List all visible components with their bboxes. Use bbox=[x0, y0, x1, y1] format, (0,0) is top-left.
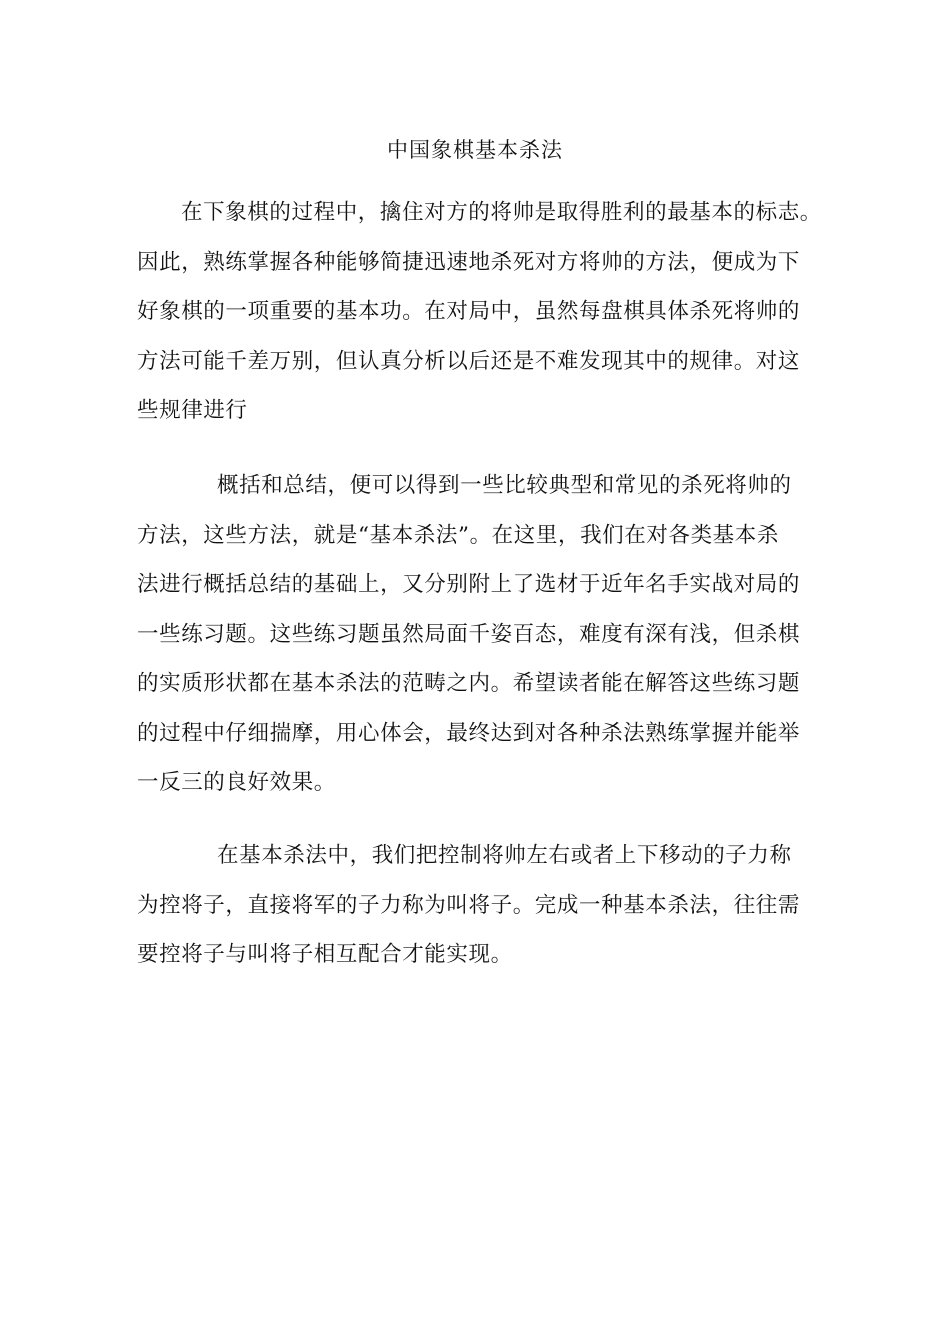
paragraph-line: 一些练习题。这些练习题虽然局面千姿百态，难度有深有浅，但杀棋 bbox=[137, 621, 801, 647]
paragraph-line: 方法可能千差万别，但认真分析以后还是不难发现其中的规律。对这 bbox=[137, 348, 801, 374]
paragraph-summary bbox=[137, 461, 817, 808]
paragraph-line: 些规律进行 bbox=[137, 398, 248, 423]
page-title: 中国象棋基本杀法 bbox=[387, 138, 563, 162]
paragraph-line: 要控将子与叫将子相互配合才能实现。 bbox=[137, 942, 513, 967]
paragraph-line: 为控将子，直接将军的子力称为叫将子。完成一种基本杀法，往往需 bbox=[137, 892, 801, 918]
paragraph-line: 的过程中仔细揣摩，用心体会，最终达到对各种杀法熟练掌握并能举 bbox=[137, 720, 801, 746]
paragraph-line: 概括和总结，便可以得到一些比较典型和常见的杀死将帅的 bbox=[217, 473, 792, 498]
paragraph-line: 法进行概括总结的基础上，又分别附上了选材于近年名手实战对局的 bbox=[137, 572, 801, 597]
paragraph-line: 好象棋的一项重要的基本功。在对局中，虽然每盘棋具体杀死将帅的 bbox=[137, 299, 801, 324]
paragraph-line: 的实质形状都在基本杀法的范畴之内。希望读者能在解答这些练习题 bbox=[137, 671, 801, 696]
paragraph-line: 在基本杀法中，我们把控制将帅左右或者上下移动的子力称 bbox=[217, 843, 792, 868]
paragraph-line: 因此，熟练掌握各种能够简捷迅速地杀死对方将帅的方法，便成为下 bbox=[137, 249, 801, 275]
paragraph-definitions bbox=[137, 831, 817, 980]
paragraph-line: 一反三的良好效果。 bbox=[137, 770, 336, 795]
paragraph-intro bbox=[137, 188, 822, 436]
paragraph-line: 方法，这些方法，就是“基本杀法”。在这里，我们在对各类基本杀 bbox=[137, 522, 779, 548]
paragraph-line: 在下象棋的过程中，擒住对方的将帅是取得胜利的最基本的标志。 bbox=[181, 200, 822, 225]
